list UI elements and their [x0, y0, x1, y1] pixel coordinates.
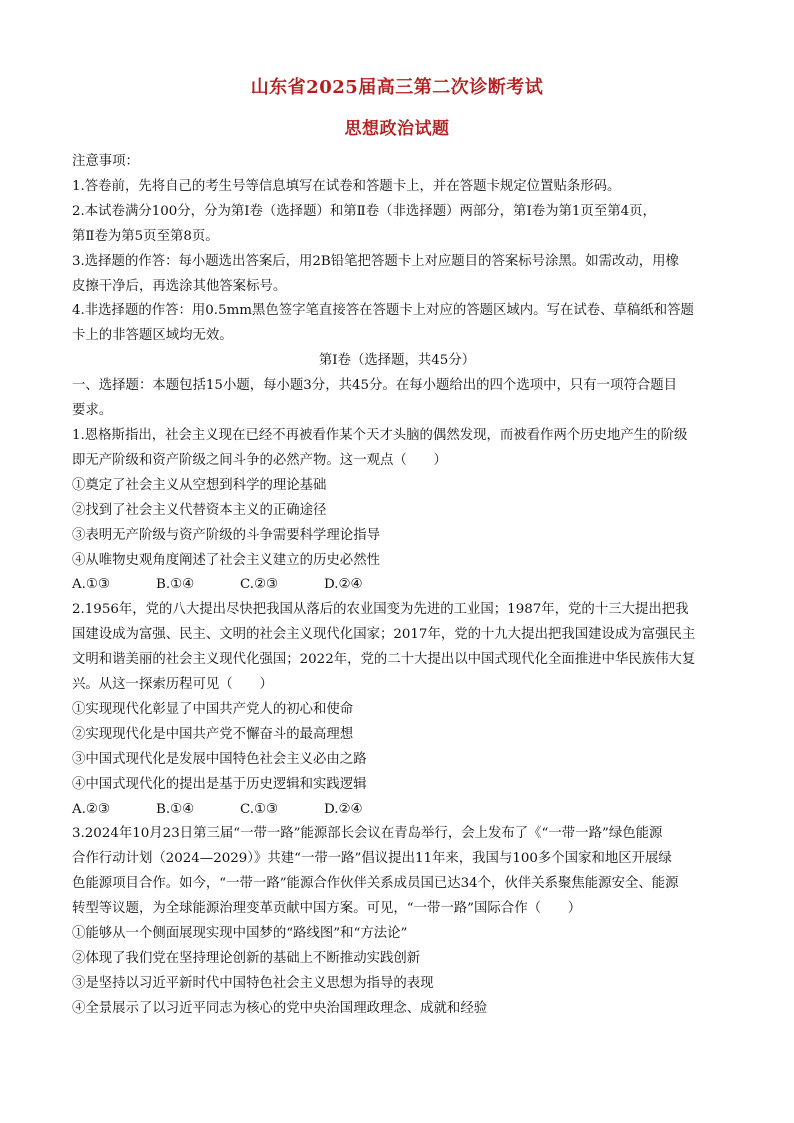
- question-statement: ④全景展示了以习近平同志为核心的党中央治国理政理念、成就和经验: [72, 1000, 488, 1016]
- question-statement: ①奠定了社会主义从空想到科学的理论基础: [72, 477, 327, 493]
- notes-line: 2.本试卷满分100分，分为第Ⅰ卷（选择题）和第Ⅱ卷（非选择题）两部分，第Ⅰ卷为第1页至第4页，: [72, 203, 656, 219]
- notes-line: 3.选择题的作答：每小题选出答案后，用2B铅笔把答题卡上对应题目的答案标号涂黑。如需改动，用橡: [72, 253, 679, 269]
- question-statement: ①实现现代化彰显了中国共产党人的初心和使命: [72, 701, 354, 717]
- section-heading: 第Ⅰ卷（选择题，共45分）: [318, 353, 476, 369]
- question-statement: ②找到了社会主义代替资本主义的正确途径: [72, 502, 327, 518]
- question-statement: ③中国式现代化是发展中国特色社会主义必由之路: [72, 751, 367, 767]
- section-intro: 一、选择题：本题包括15小题，每小题3分，共45分。在每小题给出的四个选项中，只有一项符合题目: [72, 378, 678, 394]
- option-c: C.②③: [240, 577, 279, 593]
- notes-line: 卡上的非答题区域均无效。: [72, 328, 233, 344]
- question-stem: 合作行动计划（2024—2029）》共建“一带一路”倡议提出11年来，我国与100多个国家和地区开展绿: [72, 851, 672, 867]
- question-statement: ③是坚持以习近平新时代中国特色社会主义思想为指导的表现: [72, 975, 434, 991]
- notes-line: 4.非选择题的作答：用0.5mm黑色签字笔直接答在答题卡上对应的答题区域内。写在试卷、草稿纸和答题: [72, 303, 694, 319]
- option-a: A.②③: [72, 801, 110, 817]
- question-stem: 国建设成为富强、民主、文明的社会主义现代化国家；2017年，党的十九大提出把我国建设成为富强民主: [72, 627, 696, 643]
- question-2: [72, 598, 722, 822]
- question-stem: 转型等议题，为全球能源治理变革贡献中国方案。可见，“一带一路”国际合作（ ）: [72, 901, 582, 917]
- exam-body: [72, 150, 722, 1022]
- question-stem: 即无产阶级和资产阶级之间斗争的必然产物。这一观点（ ）: [72, 452, 447, 468]
- notes-line: 1.答卷前，先将自己的考生号等信息填写在试卷和答题卡上，并在答题卡规定位置贴条形码。: [72, 178, 621, 194]
- question-1: [72, 424, 722, 598]
- question-statement: ④中国式现代化的提出是基于历史逻辑和实践逻辑: [72, 776, 367, 792]
- question-statement: ②体现了我们党在坚持理论创新的基础上不断推动实践创新: [72, 951, 421, 966]
- option-b: B.①④: [156, 801, 195, 817]
- question-statement: ③表明无产阶级与资产阶级的斗争需要科学理论指导: [72, 527, 380, 543]
- question-statement: ②实现现代化是中国共产党不懈奋斗的最高理想: [72, 726, 354, 742]
- notes-block: [72, 150, 722, 349]
- answer-options: [72, 798, 722, 823]
- notes-line: 皮擦干净后，再选涂其他答案标号。: [72, 278, 287, 294]
- notes-line: 第Ⅱ卷为第5页至第8页。: [72, 228, 219, 244]
- option-d: D.②④: [324, 801, 363, 817]
- question-stem: 3.2024年10月23日第三届“一带一路”能源部长会议在青岛举行，会上发布了《“一带一路”绿色能源: [72, 826, 663, 842]
- question-stem: 1.恩格斯指出，社会主义现在已经不再被看作某个天才头脑的偶然发现，而被看作两个历史地产生的阶级: [72, 427, 688, 443]
- option-c: C.①③: [240, 801, 279, 817]
- question-statement: ④从唯物史观角度阐述了社会主义建立的历史必然性: [72, 552, 380, 568]
- notes-heading: 注意事项：: [72, 154, 139, 169]
- section-intro: 要求。: [72, 403, 113, 419]
- question-stem: 2.1956年，党的八大提出尽快把我国从落后的农业国变为先进的工业国；1987年，党的十三大提出把我: [72, 602, 689, 618]
- option-a: A.①③: [72, 577, 110, 593]
- question-stem: 文明和谐美丽的社会主义现代化强国；2022年，党的二十大提出以中国式现代化全面推进中华民族伟大复: [72, 652, 696, 668]
- answer-options: [72, 573, 722, 598]
- exam-title: 山东省2025届高三第二次诊断考试: [250, 77, 544, 98]
- question-stem: 色能源项目合作。如今，“一带一路”能源合作伙伴关系成员国已达34个，伙伴关系聚焦能源安全、能源: [72, 876, 679, 892]
- option-d: D.②④: [324, 577, 363, 593]
- question-stem: 兴。从这一探索历程可见（ ）: [72, 677, 273, 693]
- option-b: B.①④: [156, 577, 195, 593]
- question-statement: ①能够从一个侧面展现实现中国梦的“路线图”和“方法论”: [72, 926, 408, 942]
- exam-subject: 思想政治试题: [344, 119, 450, 139]
- question-3: [72, 822, 722, 1021]
